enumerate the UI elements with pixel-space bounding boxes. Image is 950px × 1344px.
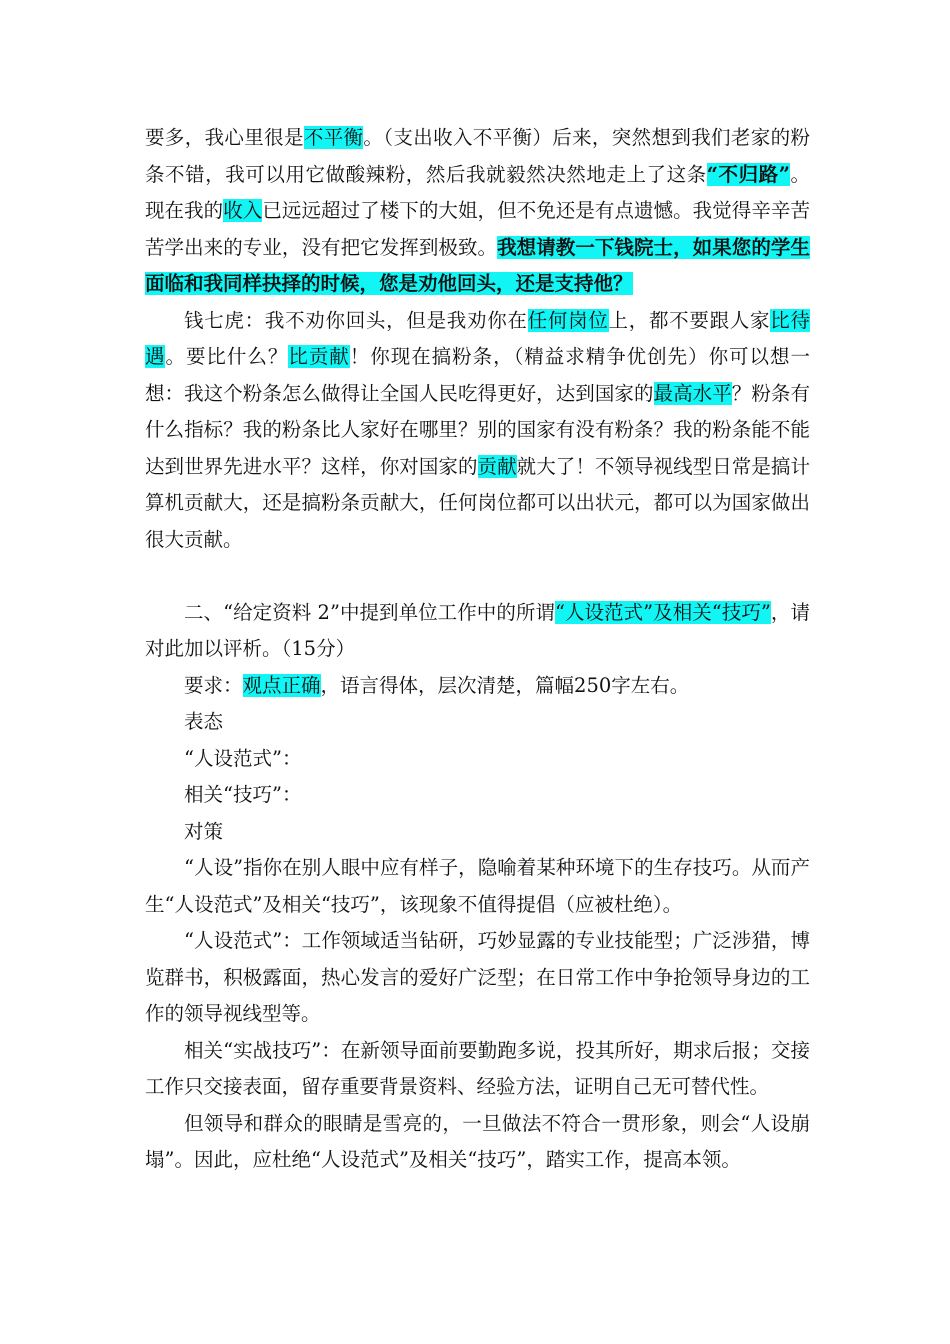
- blank-line: [145, 558, 810, 595]
- answer-paragraph: 但领导和群众的眼睛是雪亮的，一旦做法不符合一贯形象，则会“人设崩塌”。因此，应杜绝“人设范式”及相关“技巧”，踏实工作，提高本领。: [145, 1111, 810, 1171]
- paragraph-question-continuation: 要多，我心里很是不平衡。（支出收入不平衡）后来，突然想到我们老家的粉条不错，我可以用它做酸辣粉，然后我就毅然决然地走上了这条“不归路”。现在我的收入已远远超过了楼下的大姐，但不免还是有点遗憾。我觉得辛辛苦苦学出来的专业，没有把它发挥到极致。我想请教一下钱院士，如果您的学生面临和我同样抉择的时候，您是劝他回头，还是支持他？: [145, 126, 810, 295]
- highlight: 比待遇: [145, 308, 810, 368]
- highlight: 不平衡: [303, 126, 364, 149]
- requirement-line: 要求：观点正确，语言得体，层次清楚，篇幅250字左右。: [184, 673, 690, 697]
- outline-item: 表态: [184, 710, 224, 733]
- highlight: 贡献: [477, 454, 517, 478]
- outline-item: 相关“技巧”：: [184, 783, 302, 806]
- highlight: 最高水平: [653, 381, 732, 405]
- highlight: “人设范式”及相关“技巧”: [554, 600, 771, 624]
- answer-paragraph: “人设”指你在别人眼中应有样子，隐喻着某种环境下的生存技巧。从而产生“人设范式”及相关“技巧”，该现象不值得提倡（应被杜绝）。: [145, 856, 810, 916]
- highlight: 任何岗位: [527, 308, 609, 332]
- outline-item: 对策: [184, 819, 224, 843]
- highlight: “不归路”: [706, 162, 790, 186]
- question-two: 二、“给定资料 2”中提到单位工作中的所谓“人设范式”及相关“技巧”，请对此加以评析。（15分）: [145, 600, 810, 660]
- highlight: 比贡献: [288, 345, 350, 368]
- highlight: 收入: [223, 199, 263, 222]
- document-body: [145, 120, 810, 1179]
- highlight: 观点正确: [242, 673, 321, 697]
- highlight: 我想请教一下钱院士，如果您的学生面临和我同样抉择的时候，您是劝他回头，还是支持他？: [145, 235, 810, 295]
- answer-paragraph: “人设范式”：工作领域适当钻研，巧妙显露的专业技能型；广泛涉猎，博览群书，积极露面，热心发言的爱好广泛型；在日常工作中争抢领导身边的工作的领导视线型等。: [145, 929, 810, 1025]
- paragraph-answer-qian: 钱七虎：我不劝你回头，但是我劝你在任何岗位上，都不要跟人家比待遇。要比什么？比贡献！你现在搞粉条，（精益求精争优创先）你可以想一想：我这个粉条怎么做得让全国人民吃得更好，达到国家的最高水平？粉条有什么指标？我的粉条比人家好在哪里？别的国家有没有粉条？我的粉条能不能达到世界先进水平？这样，你对国家的贡献就大了！不领导视线型日常是搞计算机贡献大，还是搞粉条贡献大，任何岗位都可以出状元，都可以为国家做出很大贡献。: [145, 308, 810, 551]
- outline-item: “人设范式”：: [184, 746, 302, 770]
- answer-paragraph: 相关“实战技巧”：在新领导面前要勤跑多说，投其所好，期求后报；交接工作只交接表面，留存重要背景资料、经验方法，证明自己无可替代性。: [145, 1038, 810, 1098]
